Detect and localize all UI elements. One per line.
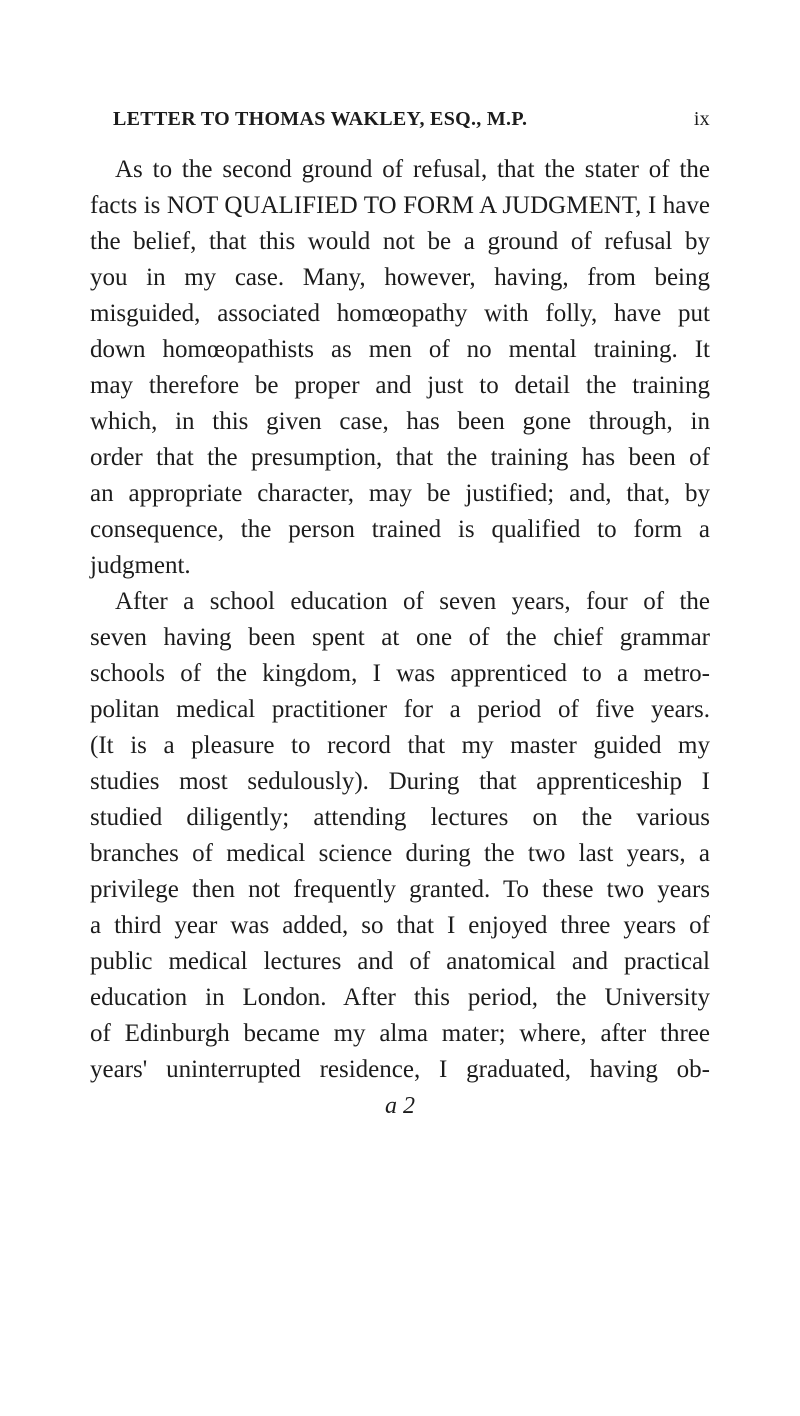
text-line: an appropriate character, may be justified; and, that, by bbox=[90, 480, 710, 507]
text-line: a third year was added, so that I enjoyed three years of bbox=[90, 912, 710, 939]
running-header bbox=[90, 108, 710, 134]
running-title: LETTER TO THOMAS WAKLEY, ESQ., M.P. bbox=[113, 108, 528, 130]
text-line: branches of medical science during the two last years, a bbox=[90, 840, 710, 867]
text-line: consequence, the person trained is qualified to form a bbox=[90, 516, 710, 543]
page-number: ix bbox=[693, 108, 710, 130]
text-line: As to the second ground of refusal, that the stater of the bbox=[115, 156, 710, 183]
text-line: order that the presumption, that the training has been of bbox=[90, 444, 710, 471]
text-line: which, in this given case, has been gone through, in bbox=[90, 408, 710, 435]
text-line: facts is NOT QUALIFIED TO FORM A JUDGMENT, I have bbox=[90, 192, 710, 219]
text-line: politan medical practitioner for a period of five years. bbox=[90, 696, 710, 723]
text-line: judgment. bbox=[90, 552, 191, 579]
signature-mark: a 2 bbox=[385, 1093, 415, 1119]
text-line: studied diligently; attending lectures on the various bbox=[90, 804, 710, 831]
text-line: (It is a pleasure to record that my master guided my bbox=[90, 732, 710, 759]
text-line: the belief, that this would not be a ground of refusal by bbox=[90, 228, 710, 255]
text-line: may therefore be proper and just to detail the training bbox=[90, 372, 710, 399]
text-line: schools of the kingdom, I was apprenticed to a metro- bbox=[90, 660, 710, 687]
text-line: privilege then not frequently granted. To these two years bbox=[90, 876, 710, 903]
text-line: public medical lectures and of anatomical and practical bbox=[90, 948, 710, 975]
text-line: years' uninterrupted residence, I graduated, having ob- bbox=[90, 1056, 710, 1083]
text-line: down homœopathists as men of no mental training. It bbox=[90, 336, 710, 363]
text-line: of Edinburgh became my alma mater; where, after three bbox=[90, 1020, 710, 1047]
text-line: studies most sedulously). During that apprenticeship I bbox=[90, 768, 710, 795]
text-line: you in my case. Many, however, having, from being bbox=[90, 264, 710, 291]
text-line: After a school education of seven years, four of the bbox=[115, 588, 710, 615]
text-line: seven having been spent at one of the chief grammar bbox=[90, 624, 710, 651]
text-line: education in London. After this period, the University bbox=[90, 984, 710, 1011]
text-line: misguided, associated homœopathy with folly, have put bbox=[90, 300, 710, 327]
